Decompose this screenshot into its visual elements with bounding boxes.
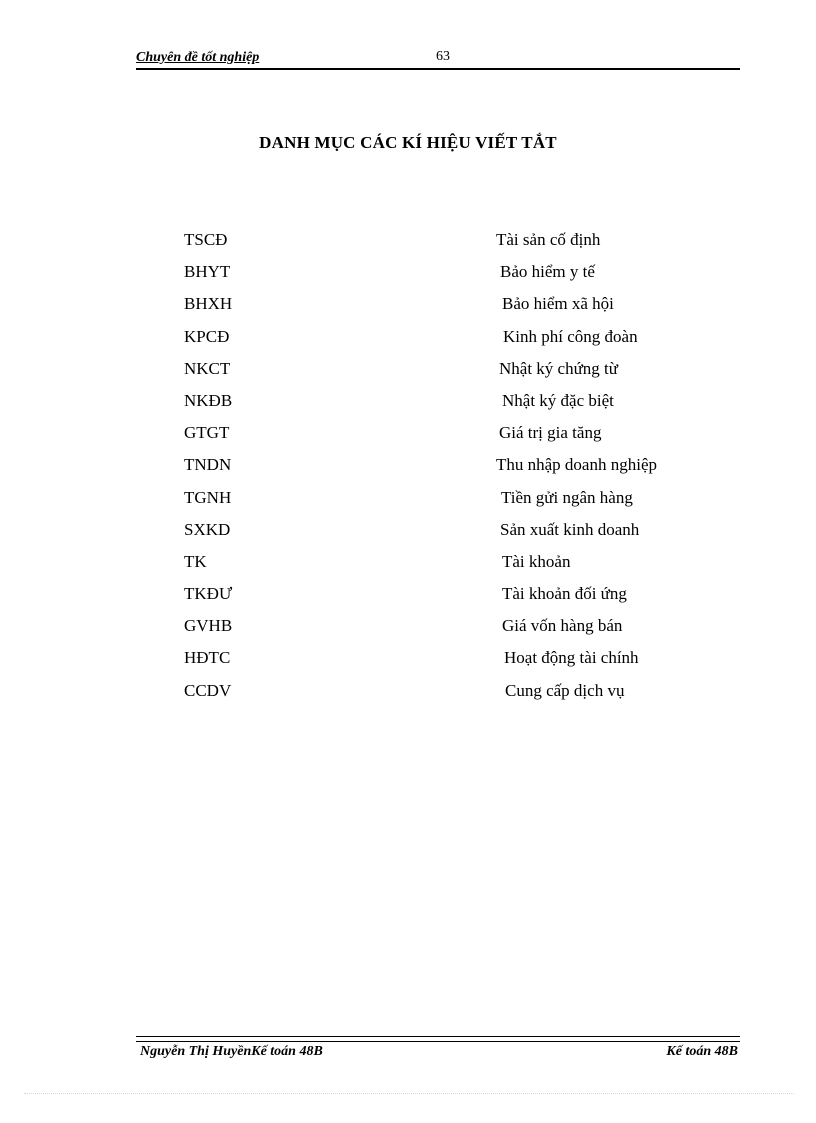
document-title: DANH MỤC CÁC KÍ HIỆU VIẾT TẮT bbox=[259, 133, 557, 152]
list-item bbox=[0, 294, 816, 326]
abbreviation-meaning: Nhật ký đặc biệt bbox=[502, 390, 614, 410]
abbreviation: NKĐB bbox=[184, 390, 233, 410]
page-footer bbox=[136, 1036, 740, 1062]
abbreviation: BHYT bbox=[184, 262, 231, 282]
abbreviation-meaning: Giá vốn hàng bán bbox=[502, 616, 623, 636]
list-item bbox=[0, 552, 816, 584]
abbreviation: TNDN bbox=[184, 455, 232, 475]
abbreviation-meaning: Giá trị gia tăng bbox=[499, 423, 602, 443]
list-item bbox=[0, 327, 816, 359]
list-item bbox=[0, 520, 816, 552]
list-item bbox=[0, 616, 816, 648]
abbreviation-meaning: Hoạt động tài chính bbox=[504, 648, 639, 668]
abbreviation: SXKD bbox=[184, 519, 231, 539]
footer-author: Nguyễn Thị HuyềnKế toán 48B bbox=[140, 1044, 323, 1059]
list-item bbox=[0, 648, 816, 680]
list-item bbox=[0, 584, 816, 616]
abbreviation: TK bbox=[184, 551, 207, 571]
abbreviation: GVHB bbox=[184, 616, 233, 636]
list-item bbox=[0, 488, 816, 520]
footer-divider bbox=[136, 1036, 740, 1042]
abbreviation-meaning: Tiền gửi ngân hàng bbox=[501, 487, 633, 507]
abbreviation-meaning: Bảo hiểm y tế bbox=[500, 262, 595, 282]
abbreviation: CCDV bbox=[184, 680, 232, 700]
page-bottom-edge bbox=[24, 1093, 794, 1094]
abbreviation-list bbox=[0, 230, 816, 713]
abbreviation: TSCĐ bbox=[184, 230, 228, 249]
abbreviation-meaning: Sản xuất kinh doanh bbox=[500, 519, 640, 539]
abbreviation-meaning: Tài khoản bbox=[502, 551, 571, 571]
list-item bbox=[0, 455, 816, 487]
abbreviation-meaning: Tài khoản đối ứng bbox=[502, 584, 627, 604]
abbreviation-meaning: Kinh phí công đoàn bbox=[503, 326, 638, 346]
list-item bbox=[0, 423, 816, 455]
abbreviation: BHXH bbox=[184, 294, 233, 314]
page-header bbox=[136, 48, 740, 70]
list-item bbox=[0, 262, 816, 294]
list-item bbox=[0, 681, 816, 713]
abbreviation: HĐTC bbox=[184, 648, 231, 668]
abbreviation: TGNH bbox=[184, 487, 232, 507]
abbreviation-meaning: Tài sản cố định bbox=[496, 230, 601, 249]
list-item bbox=[0, 359, 816, 391]
abbreviation-meaning: Bảo hiểm xã hội bbox=[502, 294, 614, 314]
abbreviation: TKĐƯ bbox=[184, 584, 233, 604]
abbreviation-meaning: Cung cấp dịch vụ bbox=[505, 680, 625, 700]
header-title: Chuyên đề tốt nghiệp bbox=[136, 50, 260, 65]
abbreviation: KPCĐ bbox=[184, 326, 230, 346]
abbreviation: GTGT bbox=[184, 423, 230, 443]
page-number: 63 bbox=[436, 49, 450, 64]
abbreviation-meaning: Nhật ký chứng từ bbox=[499, 358, 618, 378]
list-item bbox=[0, 230, 816, 262]
abbreviation: NKCT bbox=[184, 358, 231, 378]
list-item bbox=[0, 391, 816, 423]
abbreviation-meaning: Thu nhập doanh nghiệp bbox=[496, 455, 657, 475]
footer-class: Kế toán 48B bbox=[666, 1044, 738, 1059]
